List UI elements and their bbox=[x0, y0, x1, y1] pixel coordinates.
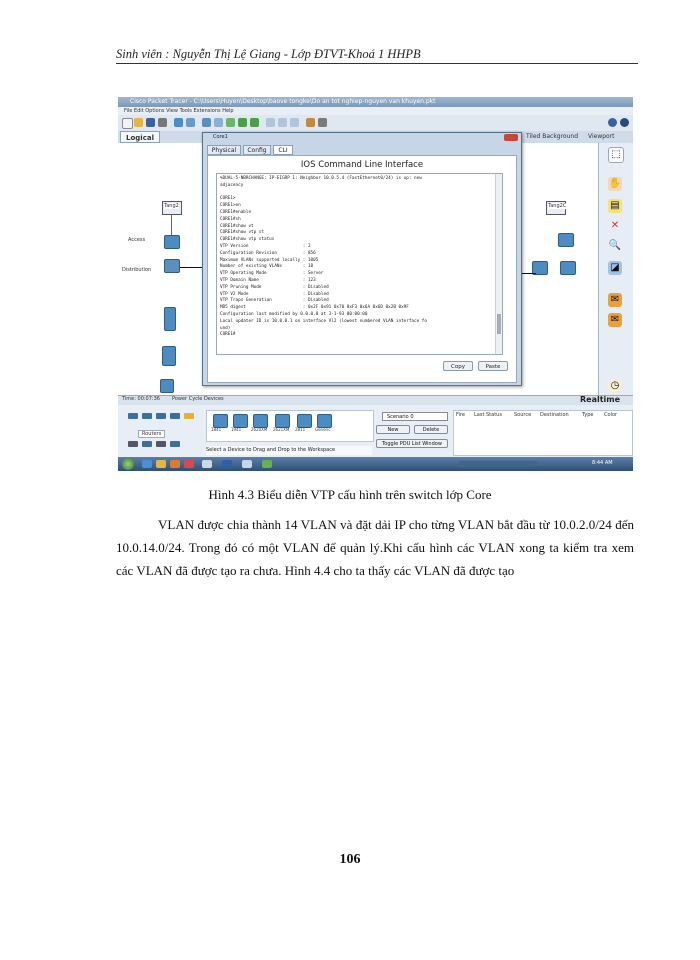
pc-label-right: Tang2C bbox=[548, 203, 567, 209]
tab-logical[interactable]: Logical bbox=[120, 131, 160, 143]
pc-label-left: Tang2 bbox=[164, 203, 179, 209]
new-scenario-button[interactable]: New bbox=[376, 425, 410, 434]
app-icon[interactable] bbox=[222, 460, 232, 468]
save-icon[interactable] bbox=[146, 118, 155, 127]
link-line bbox=[522, 273, 536, 274]
about-icon[interactable] bbox=[620, 118, 629, 127]
cli-line: Configuration last modified by 0.0.0.0 at 3-1-93 00:00:00 bbox=[220, 312, 368, 317]
device-model-label: Generic bbox=[315, 427, 331, 432]
scrollbar-thumb[interactable] bbox=[497, 314, 501, 334]
app-icon[interactable] bbox=[242, 460, 252, 468]
delete-scenario-button[interactable]: Delete bbox=[414, 425, 448, 434]
server-icon[interactable] bbox=[160, 379, 174, 393]
tab-physical[interactable]: Physical bbox=[207, 145, 241, 155]
cli-line: CORE1> bbox=[220, 196, 236, 202]
cli-console[interactable] bbox=[216, 173, 503, 355]
resize-icon[interactable]: ◪ bbox=[608, 261, 622, 275]
scenario-select[interactable]: Scenario 0 bbox=[382, 412, 448, 421]
cli-line: VTP Pruning Mode : Disabled bbox=[220, 284, 329, 290]
menu-bar[interactable]: File Edit Options View Tools Extensions Help bbox=[118, 107, 633, 115]
wan-icon[interactable] bbox=[142, 441, 152, 447]
delete-icon[interactable]: ✕ bbox=[610, 220, 620, 231]
info-icon[interactable] bbox=[174, 118, 183, 127]
undo-icon[interactable] bbox=[238, 118, 247, 127]
router-icon bbox=[297, 414, 312, 428]
scenario-panel bbox=[374, 410, 452, 454]
multiuser-icon[interactable] bbox=[170, 441, 180, 447]
switch-icon[interactable] bbox=[560, 261, 576, 275]
packet-tracer-icon[interactable] bbox=[262, 460, 272, 468]
help-icon[interactable] bbox=[608, 118, 617, 127]
time-label: Time: 00:07:36 bbox=[122, 396, 160, 402]
wizard-icon[interactable] bbox=[186, 118, 195, 127]
select-icon[interactable]: ⬚ bbox=[608, 147, 624, 163]
cli-line: VTP Domain Name : 123 bbox=[220, 278, 316, 283]
figure-screenshot bbox=[118, 97, 633, 471]
windows-start-icon[interactable] bbox=[122, 458, 134, 470]
label-distribution: Distribution bbox=[122, 267, 152, 273]
cli-line: VTP Operating Mode : Server bbox=[220, 271, 324, 277]
tab-config[interactable]: Config bbox=[243, 145, 271, 155]
connection-icon[interactable] bbox=[184, 413, 194, 419]
simple-pdu-icon[interactable]: ✉ bbox=[608, 293, 622, 307]
device-model-label: 2621XM bbox=[273, 427, 290, 432]
cli-line: VTP Version : 2 bbox=[220, 244, 311, 249]
cli-window-title: Core1 bbox=[213, 134, 228, 140]
drag-hint: Select a Device to Drag and Drop to the Workspace bbox=[206, 446, 372, 455]
paragraph-text: VLAN được chia thành 14 VLAN và đặt dải IP cho từng VLAN bắt đầu từ 10.0.2.0/24 đến 10.0.14.0/24. Trong đó có một VLAN để quản lý.Khi cấu hình các VLAN xong ta kiểm tra xem các VLAN đã được tạo ra chưa. Hình 4.4 cho ta thấy các VLAN đã được tạo bbox=[116, 517, 634, 578]
server-icon[interactable] bbox=[164, 307, 176, 331]
router-icon bbox=[317, 414, 332, 428]
page-number: 106 bbox=[339, 852, 361, 867]
tray-icon bbox=[458, 461, 538, 467]
header-text: Sinh viên : Nguyễn Thị Lệ Giang - Lớp ĐTVT-Khoá 1 HHPB bbox=[116, 47, 421, 61]
device-list bbox=[206, 410, 374, 442]
pdu-col-source: Source bbox=[514, 412, 532, 418]
device-model-2620xm[interactable] bbox=[251, 414, 267, 434]
switch-icon[interactable] bbox=[558, 233, 574, 247]
hand-icon[interactable]: ✋ bbox=[608, 178, 622, 189]
zoom-reset-icon[interactable] bbox=[278, 118, 287, 127]
router-icon bbox=[233, 414, 248, 428]
pdu-col-fire: Fire bbox=[456, 412, 465, 418]
new-file-icon[interactable] bbox=[122, 118, 133, 129]
tab-cli[interactable]: CLI bbox=[273, 145, 293, 155]
media-icon[interactable] bbox=[170, 460, 180, 468]
label-access: Access bbox=[128, 237, 146, 243]
cli-line: VTP V2 Mode : Disabled bbox=[220, 291, 329, 297]
app-icon[interactable] bbox=[184, 460, 194, 468]
router-icon[interactable] bbox=[128, 413, 138, 419]
palette-icon[interactable] bbox=[306, 118, 315, 127]
custom-icon[interactable] bbox=[156, 441, 166, 447]
end-device-icon[interactable] bbox=[128, 441, 138, 447]
realtime-mode-label[interactable]: Realtime bbox=[580, 395, 621, 404]
cli-line: %DUAL-5-NBRCHANGE: IP-EIGRP 1: Neighbor 10.0.5.4 (FastEthernet0/24) is up: new bbox=[220, 176, 422, 181]
link-line bbox=[171, 215, 172, 237]
cli-line: CORE1#show vtp status bbox=[220, 237, 275, 243]
copy-icon[interactable] bbox=[214, 118, 223, 127]
cli-line: und) bbox=[220, 325, 231, 331]
cli-window bbox=[202, 132, 522, 386]
window-titlebar: Cisco Packet Tracer - C:\Users\Huyen\Desktop\baove tongke\Do an tot nghiep-nguyen van khuyen.pkt bbox=[118, 97, 633, 107]
zoom-in-icon[interactable] bbox=[266, 118, 275, 127]
tool-palette bbox=[598, 143, 633, 395]
network-workspace-icon[interactable] bbox=[202, 118, 211, 127]
cli-heading: IOS Command Line Interface bbox=[300, 160, 424, 170]
cli-line: Maximum VLANs supported locally : 1005 bbox=[220, 257, 319, 263]
redo-icon[interactable] bbox=[250, 118, 259, 127]
console-scrollbar[interactable] bbox=[495, 174, 502, 354]
pdu-col-last-status: Last Status bbox=[474, 412, 502, 418]
cli-line: CORE1#enable bbox=[220, 210, 252, 215]
body-paragraph bbox=[116, 513, 634, 582]
device-model-generic[interactable] bbox=[315, 414, 331, 434]
toggle-pdu-list-button[interactable]: Toggle PDU List Window bbox=[376, 439, 448, 448]
cli-line: CORE1#sh bbox=[220, 216, 241, 222]
pdu-table bbox=[453, 410, 633, 456]
wireless-icon[interactable] bbox=[170, 413, 180, 419]
device-model-2811[interactable] bbox=[295, 414, 311, 434]
cli-line: CORE1#show vtp st bbox=[220, 230, 264, 236]
viewport-button[interactable]: Viewport bbox=[588, 133, 615, 140]
device-model-label: 2811 bbox=[295, 427, 306, 432]
paste-button[interactable]: Paste bbox=[478, 361, 508, 371]
zoom-out-icon[interactable] bbox=[290, 118, 299, 127]
print-icon[interactable] bbox=[158, 118, 167, 127]
cli-panel bbox=[207, 155, 517, 383]
paste-icon[interactable] bbox=[226, 118, 235, 127]
cli-line: Local updater ID is 10.0.0.1 on interface Vl2 (lowest numbered VLAN interface fo bbox=[220, 318, 427, 324]
switch-icon[interactable] bbox=[164, 235, 180, 249]
windows-taskbar bbox=[118, 457, 633, 471]
custom-device-icon[interactable] bbox=[318, 118, 327, 127]
inspect-icon[interactable]: 🔍 bbox=[608, 240, 622, 251]
cli-line: VTP Traps Generation : Disabled bbox=[220, 298, 329, 304]
device-model-2621xm[interactable] bbox=[273, 414, 289, 434]
pdu-col-type: Type bbox=[582, 412, 594, 418]
router-icon bbox=[253, 414, 268, 428]
cli-line: adjacency bbox=[220, 182, 244, 188]
cli-line: Configuration Revision : 856 bbox=[220, 250, 316, 256]
close-icon[interactable] bbox=[504, 134, 518, 141]
router-icon bbox=[275, 414, 290, 428]
cli-line: MD5 digest : 0x2F 0x91 0x70 0xF3 0x6A 0x6D 0x2B 0x9F bbox=[220, 305, 409, 311]
switch-icon[interactable] bbox=[142, 413, 152, 419]
complex-pdu-icon[interactable]: ✉ bbox=[608, 313, 622, 327]
taskbar-clock: 8:44 AM bbox=[592, 460, 613, 466]
app-icon[interactable] bbox=[202, 460, 212, 468]
device-model-label: 1841 bbox=[211, 427, 222, 432]
device-model-1941[interactable] bbox=[231, 414, 247, 434]
device-model-label: 2620XM bbox=[251, 427, 268, 432]
power-cycle-button[interactable]: Power Cycle Devices bbox=[172, 396, 224, 402]
ie-icon[interactable] bbox=[142, 460, 152, 468]
note-icon[interactable]: ▤ bbox=[608, 199, 622, 213]
toolbar bbox=[118, 115, 633, 132]
cli-line: CORE1# bbox=[220, 332, 236, 338]
realtime-clock-icon[interactable]: ◷ bbox=[608, 379, 622, 393]
device-model-label: 1941 bbox=[231, 427, 242, 432]
hub-icon[interactable] bbox=[156, 413, 166, 419]
router-icon bbox=[213, 414, 228, 428]
server-icon[interactable] bbox=[162, 346, 176, 366]
tiled-background-button[interactable]: Tiled Background bbox=[526, 133, 579, 140]
device-model-1841[interactable] bbox=[211, 414, 227, 434]
open-folder-icon[interactable] bbox=[134, 118, 143, 127]
category-label: Routers bbox=[138, 430, 165, 438]
figure-caption: Hình 4.3 Biểu diễn VTP cấu hình trên switch lớp Core bbox=[208, 487, 492, 502]
copy-button[interactable]: Copy bbox=[443, 361, 473, 371]
header-divider bbox=[116, 63, 638, 64]
pdu-col-color: Color bbox=[604, 412, 618, 418]
switch-icon[interactable] bbox=[164, 259, 180, 273]
cli-line: CORE1>en bbox=[220, 203, 241, 209]
explorer-icon[interactable] bbox=[156, 460, 166, 468]
cli-line: CORE1#show vt bbox=[220, 223, 254, 229]
pdu-col-destination: Destination bbox=[540, 412, 569, 418]
cli-line: Number of existing VLANs : 18 bbox=[220, 264, 314, 270]
